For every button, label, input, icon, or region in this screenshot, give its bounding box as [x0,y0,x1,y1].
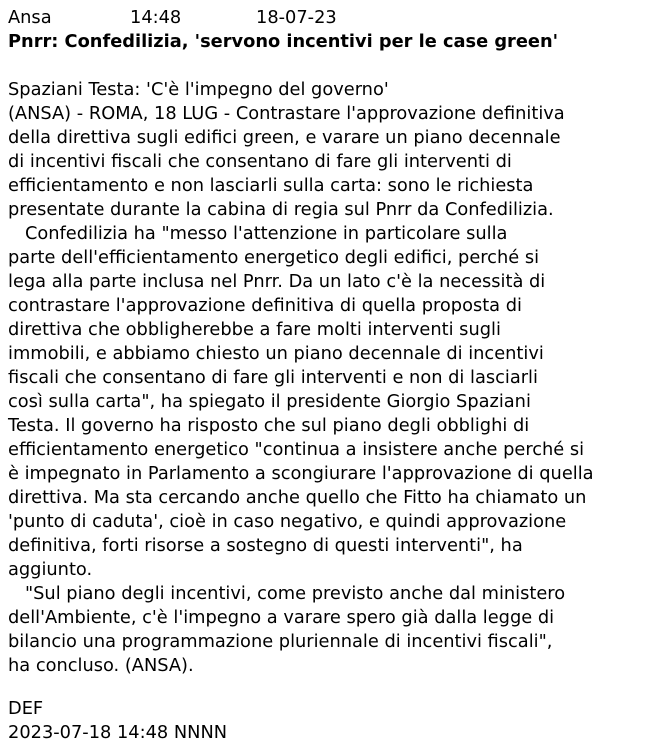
body-line: direttiva. Ma sta cercando anche quello che Fitto ha chiamato un [8,487,587,508]
body-line: definitiva, forti risorse a sostegno di questi interventi", ha [8,535,523,556]
dispatch-time: 14:48 [130,7,182,28]
dispatch-date: 18-07-23 [256,7,337,28]
body-line: dell'Ambiente, c'è l'impegno a varare spero già dalla legge di [8,607,555,628]
body-line: 'punto di caduta', cioè in caso negativo, e quindi approvazione [8,511,567,532]
dispatch-header [8,6,656,30]
body-line: della direttiva sugli edifici green, e varare un piano decennale [8,127,561,148]
subtitle-line: Spaziani Testa: 'C'è l'impegno del governo' [8,79,389,100]
body-line: direttiva che obbligherebbe a fare molti interventi sugli [8,319,501,340]
agency-name: Ansa [8,7,52,28]
footer-code: DEF [8,698,44,719]
headline: Pnrr: Confedilizia, 'servono incentivi per le case green' [8,31,559,52]
body-line: ha concluso. (ANSA). [8,655,194,676]
body-line: è impegnato in Parlamento a scongiurare l'approvazione di quella [8,463,594,484]
spacer [8,54,656,78]
body-line: immobili, e abbiamo chiesto un piano decennale di incentivi [8,343,544,364]
footer-timestamp: 2023-07-18 14:48 NNNN [8,722,228,743]
body-line: presentate durante la cabina di regia sul Pnrr da Confedilizia. [8,199,554,220]
body-line: Testa. Il governo ha risposto che sul piano degli obblighi di [8,415,530,436]
body-line: fiscali che consentano di fare gli interventi e non di lasciarli [8,367,538,388]
body-line: contrastare l'approvazione definitiva di quella proposta di [8,295,522,316]
body-line: (ANSA) - ROMA, 18 LUG - Contrastare l'approvazione definitiva [8,103,565,124]
body-line: aggiunto. [8,559,93,580]
body-line: di incentivi fiscali che consentano di fare gli interventi di [8,151,512,172]
body-line: efficientamento energetico "continua a insistere anche perché si [8,439,585,460]
body-line: così sulla carta", ha spiegato il presidente Giorgio Spaziani [8,391,531,412]
article-body [8,78,656,678]
body-line: "Sul piano degli incentivi, come previsto anche dal ministero [8,583,566,604]
spacer [8,678,656,697]
body-line: bilancio una programmazione pluriennale di incentivi fiscali", [8,631,553,652]
body-line: parte dell'efficientamento energetico degli edifici, perché si [8,247,540,268]
body-line: lega alla parte inclusa nel Pnrr. Da un lato c'è la necessità di [8,271,546,292]
body-line: efficientamento e non lasciarli sulla carta: sono le richiesta [8,175,534,196]
body-line: Confedilizia ha "messo l'attenzione in particolare sulla [8,223,508,244]
news-document [8,6,656,745]
